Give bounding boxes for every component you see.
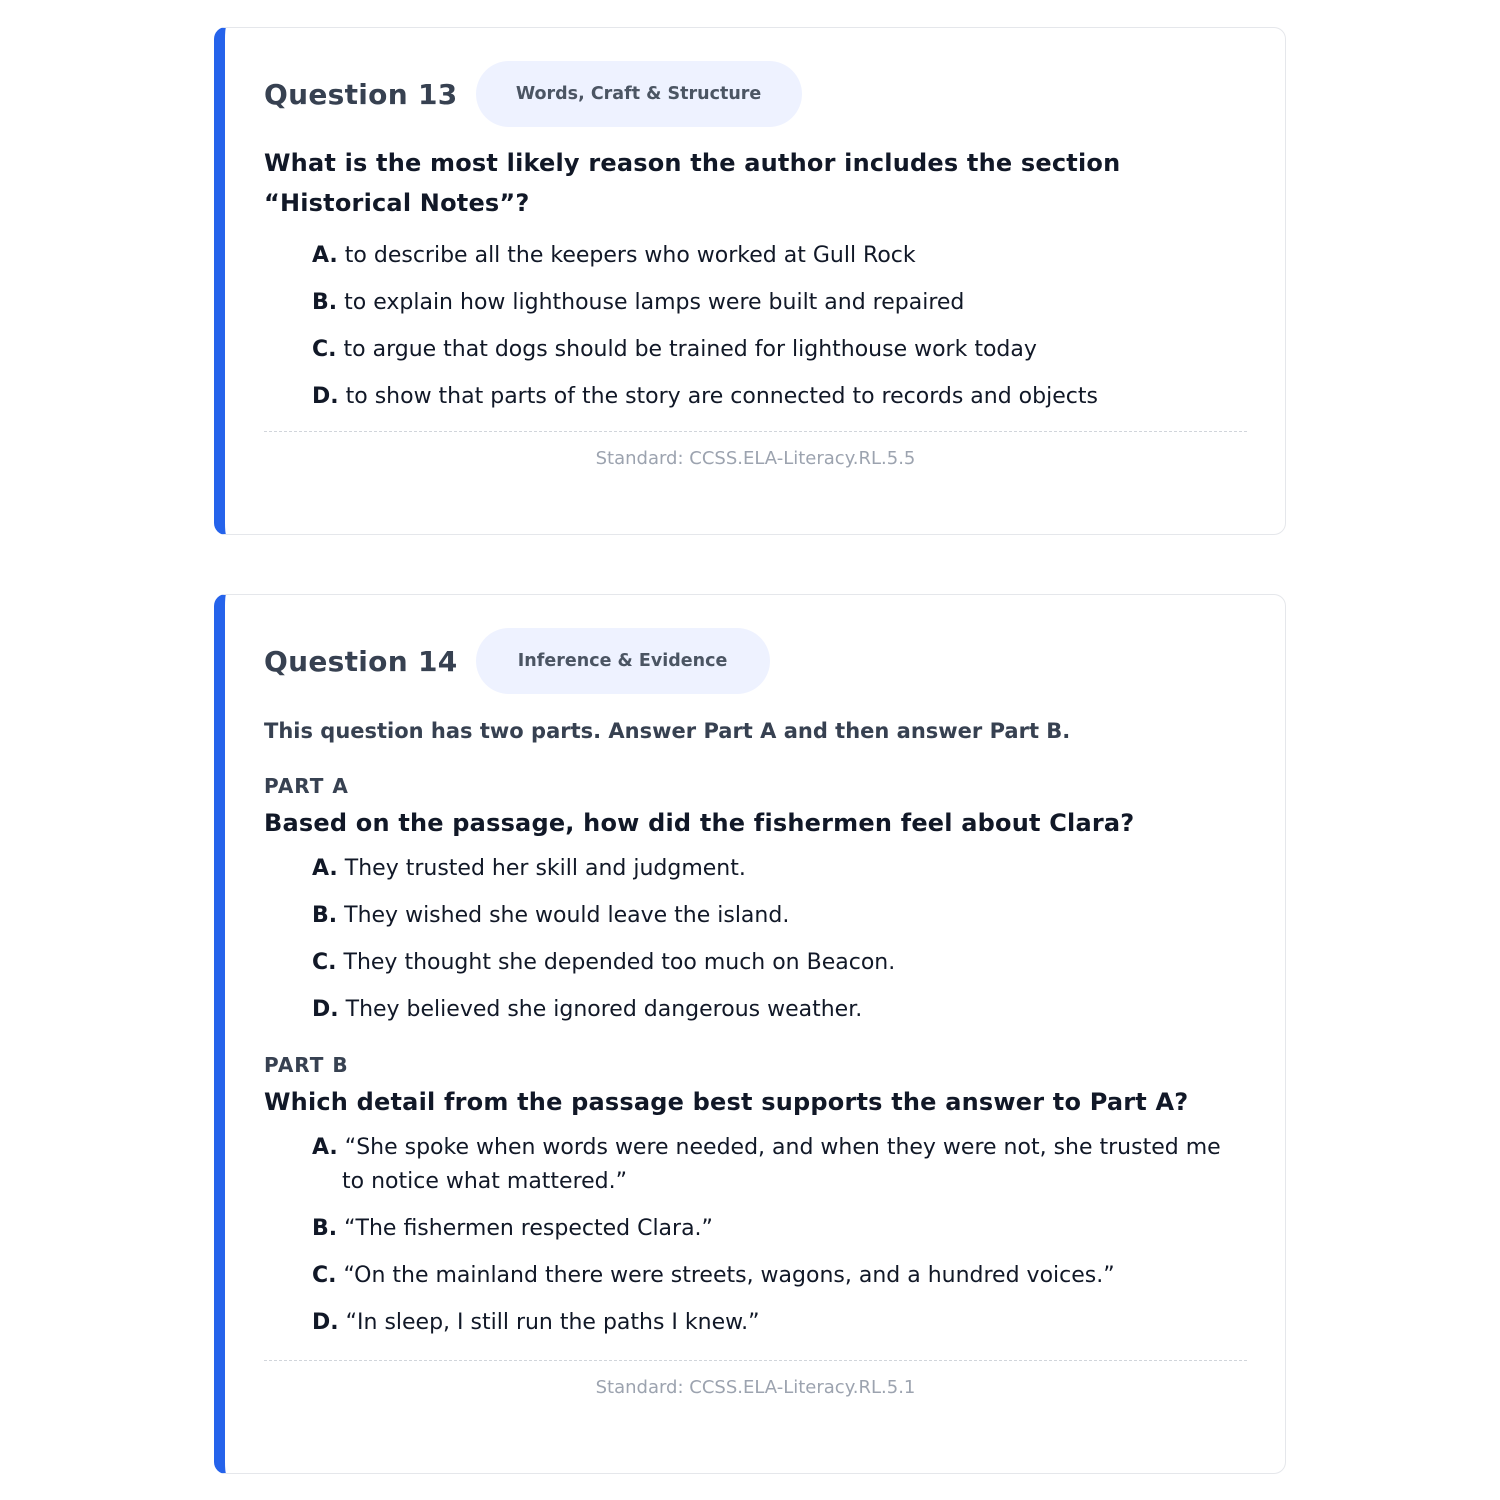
category-badge: Inference & Evidence bbox=[476, 628, 770, 694]
answer-choice-a[interactable]: A. to describe all the keepers who worked at Gull Rock bbox=[312, 243, 916, 268]
answer-choice-c[interactable]: C. to argue that dogs should be trained for lighthouse work today bbox=[312, 337, 1037, 362]
part-b-choices bbox=[264, 1131, 1247, 1340]
part-a-label: PART A bbox=[264, 774, 349, 798]
part-a-choices bbox=[264, 852, 1247, 1027]
category-badge: Words, Craft & Structure bbox=[476, 61, 802, 127]
question-number: Question 14 bbox=[264, 644, 458, 678]
answer-choice-a[interactable]: A. They trusted her skill and judgment. bbox=[312, 856, 746, 881]
answer-choices bbox=[264, 239, 1247, 414]
answer-choice-d[interactable]: D. to show that parts of the story are connected to records and objects bbox=[312, 384, 1098, 409]
question-number: Question 13 bbox=[264, 77, 458, 111]
divider bbox=[264, 431, 1247, 432]
question-instructions: This question has two parts. Answer Part A and then answer Part B. bbox=[264, 719, 1071, 743]
standard-label: Standard: CCSS.ELA-Literacy.RL.5.1 bbox=[595, 1377, 916, 1398]
part-b-stem: Which detail from the passage best supports the answer to Part A? bbox=[264, 1088, 1189, 1116]
standard-label: Standard: CCSS.ELA-Literacy.RL.5.5 bbox=[595, 448, 916, 469]
question-header bbox=[264, 628, 1247, 694]
answer-choice-b[interactable]: B. “The fishermen respected Clara.” bbox=[312, 1216, 713, 1241]
answer-choice-b[interactable]: B. They wished she would leave the island. bbox=[312, 903, 790, 928]
question-header bbox=[264, 61, 1247, 127]
answer-choice-d[interactable]: D. “In sleep, I still run the paths I knew.” bbox=[312, 1310, 760, 1335]
question-stem: What is the most likely reason the author includes the section “Historical Notes”? bbox=[264, 149, 1121, 217]
answer-choice-c[interactable]: C. “On the mainland there were streets, wagons, and a hundred voices.” bbox=[312, 1263, 1115, 1288]
answer-choice-a[interactable]: A. “She spoke when words were needed, and when they were not, she trusted me to notice what mattered.” bbox=[312, 1135, 1221, 1194]
question-card-13 bbox=[214, 27, 1286, 535]
answer-choice-b[interactable]: B. to explain how lighthouse lamps were built and repaired bbox=[312, 290, 965, 315]
question-card-14 bbox=[214, 594, 1286, 1474]
divider bbox=[264, 1360, 1247, 1361]
answer-choice-d[interactable]: D. They believed she ignored dangerous weather. bbox=[312, 997, 863, 1022]
answer-choice-c[interactable]: C. They thought she depended too much on Beacon. bbox=[312, 950, 896, 975]
part-b-label: PART B bbox=[264, 1053, 349, 1077]
part-a-stem: Based on the passage, how did the fishermen feel about Clara? bbox=[264, 809, 1135, 837]
